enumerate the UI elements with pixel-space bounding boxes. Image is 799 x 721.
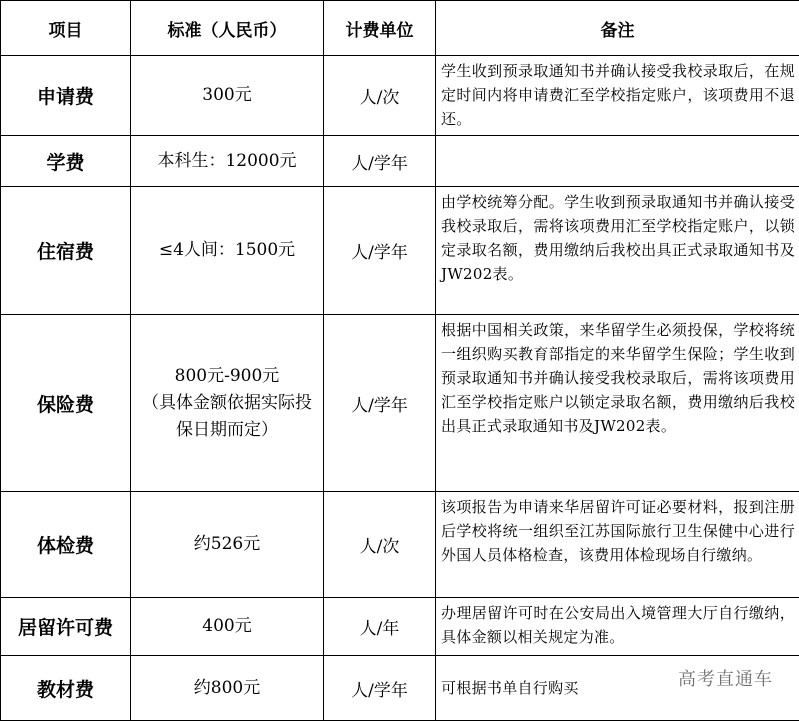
fee-standard [131, 492, 324, 598]
fee-unit: 人/学年 [324, 315, 436, 492]
table-row [1, 136, 799, 187]
fee-note: 办理居留许可时在公安局出入境管理大厅自行缴纳，具体金额以相关规定为准。 [436, 598, 799, 656]
header-item: 项目 [1, 1, 131, 56]
fee-standard [131, 598, 324, 656]
fee-unit: 人/学年 [324, 187, 436, 315]
fee-name: 住宿费 [1, 187, 131, 315]
fee-name: 保险费 [1, 315, 131, 492]
fee-note: 根据中国相关政策，来华留学生必须投保，学校将统一组织购买教育部指定的来华留学生保险；学生收到预录取通知书并确认接受我校录取后，需将该项费用汇至学校指定账户以锁定录取名额，费用缴纳后我校出具正式录取通知书及JW202表。 [436, 315, 799, 492]
standard-line: ≤4人间：1500元 [131, 237, 323, 264]
fee-unit: 人/次 [324, 492, 436, 598]
header-note: 备注 [436, 1, 799, 56]
fee-name: 申请费 [1, 56, 131, 136]
fee-standard [131, 56, 324, 136]
fee-unit: 人/学年 [324, 136, 436, 187]
table-row [1, 56, 799, 136]
fee-name: 学费 [1, 136, 131, 187]
header-unit: 计费单位 [324, 1, 436, 56]
header-standard: 标准（人民币） [131, 1, 324, 56]
fee-note: 学生收到预录取通知书并确认接受我校录取后，在规定时间内将申请费汇至学校指定账户，该项费用不退还。 [436, 56, 799, 136]
fee-unit: 人/年 [324, 598, 436, 656]
fee-name: 教材费 [1, 656, 131, 721]
fee-note: 该项报告为申请来华居留许可证必要材料，报到注册后学校将统一组织至江苏国际旅行卫生保健中心进行外国人员体格检查，该费用体检现场自行缴纳。 [436, 492, 799, 598]
fee-standard [131, 315, 324, 492]
standard-line: 约800元 [131, 675, 323, 702]
watermark-text: 高考直通车 [678, 665, 773, 691]
standard-line: 约526元 [131, 531, 323, 558]
fee-note: 由学校统筹分配。学生收到预录取通知书并确认接受我校录取后，需将该项费用汇至学校指定账户，以锁定录取名额，费用缴纳后我校出具正式录取通知书及JW202表。 [436, 187, 799, 315]
fee-name: 居留许可费 [1, 598, 131, 656]
fee-name: 体检费 [1, 492, 131, 598]
fee-unit: 人/次 [324, 56, 436, 136]
fee-standard [131, 136, 324, 187]
fee-standard [131, 656, 324, 721]
table-row [1, 598, 799, 656]
table-row [1, 315, 799, 492]
fee-note: 可根据书单自行购买 [436, 656, 799, 721]
table-row [1, 187, 799, 315]
table-row [1, 492, 799, 598]
standard-line: 400元 [131, 613, 323, 640]
fee-note [436, 136, 799, 187]
standard-line: 300元 [131, 82, 323, 109]
fee-standard [131, 187, 324, 315]
fee-unit: 人/学年 [324, 656, 436, 721]
standard-line: 本科生：12000元 [131, 148, 323, 175]
header-row [1, 1, 799, 56]
standard-line: 800元-900元 [135, 363, 319, 390]
standard-line: （具体金额依据实际投保日期而定） [135, 390, 319, 444]
